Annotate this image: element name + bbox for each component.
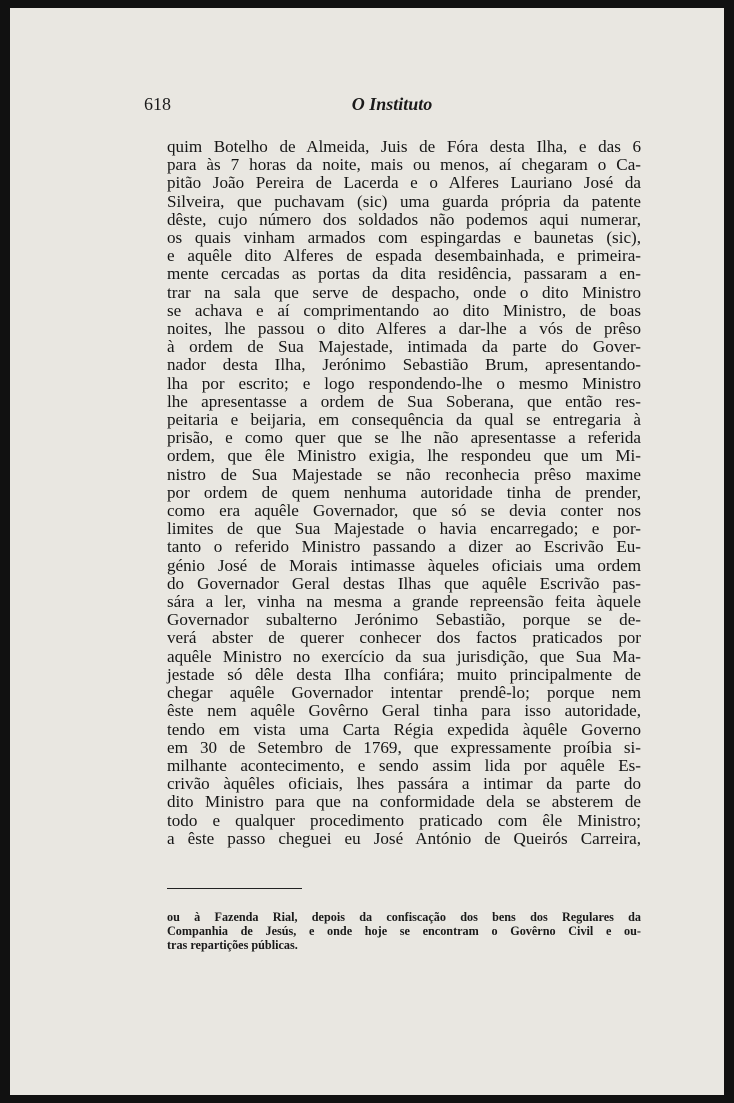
body-line: lha por escrito; e logo respondendo-lhe o mesmo Ministro bbox=[167, 373, 641, 393]
body-line: verá abster de querer conhecer dos factos praticados por bbox=[167, 628, 641, 648]
footnote-line: ou à Fazenda Rial, depois da confiscação dos bens dos Regulares da bbox=[167, 910, 641, 924]
running-title: O Instituto bbox=[351, 94, 433, 114]
body-line: tendo em vista uma Carta Régia expedida àquêle Governo bbox=[167, 719, 641, 739]
body-line: Governador subalterno Jerónimo Sebastião, porque se de- bbox=[167, 610, 641, 630]
footnote-line: Companhia de Jesús, e onde hoje se encontram o Govêrno Civil e ou- bbox=[167, 924, 641, 938]
body-line: e aquêle dito Alferes de espada desembainhada, e primeira- bbox=[167, 246, 641, 266]
body-line: trar na sala que serve de despacho, onde o dito Ministro bbox=[167, 282, 641, 302]
body-line: milhante acontecimento, e sendo assim lida por aquêle Es- bbox=[167, 755, 641, 775]
body-line: sára a ler, vinha na mesma a grande repreensão feita àquele bbox=[167, 592, 641, 612]
page-header bbox=[144, 94, 640, 122]
body-line: se achava e aí comprimentando ao dito Ministro, de boas bbox=[167, 300, 641, 320]
body-line: à ordem de Sua Majestade, intimada da parte do Gover- bbox=[167, 337, 641, 357]
body-line: mente cercadas as portas da dita residência, passaram a en- bbox=[167, 264, 641, 284]
page-number: 618 bbox=[144, 94, 171, 114]
body-line: a êste passo cheguei eu José António de Queirós Carreira, bbox=[167, 828, 641, 848]
body-line: crivão àquêles oficiais, lhes passára a intimar da parte do bbox=[167, 774, 641, 794]
body-line: os quais vinham armados com espingardas e baunetas (sic), bbox=[167, 228, 641, 248]
book-page bbox=[10, 8, 724, 1095]
footnote-rule bbox=[167, 888, 302, 889]
body-line: prisão, e como quer que se lhe não apresentasse a referida bbox=[167, 428, 641, 448]
body-line: dêste, cujo número dos soldados não podemos aqui numerar, bbox=[167, 209, 641, 229]
body-line: dito Ministro para que na conformidade dela se absterem de bbox=[167, 792, 641, 812]
body-line: nador desta Ilha, Jerónimo Sebastião Brum, apresentando- bbox=[167, 355, 641, 375]
body-line: em 30 de Setembro de 1769, que expressamente proíbia si- bbox=[167, 737, 641, 757]
body-line: tanto o referido Ministro passando a dizer ao Escrivão Eu- bbox=[167, 537, 641, 557]
body-line: nistro de Sua Majestade se não reconhecia prêso maxime bbox=[167, 464, 641, 484]
body-line: jestade só dêle desta Ilha confiára; muito principalmente de bbox=[167, 664, 641, 684]
body-line: lhe apresentasse a ordem de Sua Soberana, que então res- bbox=[167, 391, 641, 411]
body-line: chegar aquêle Governador intentar prendê-lo; porque nem bbox=[167, 683, 641, 703]
body-line: todo e qualquer procedimento praticado com êle Ministro; bbox=[167, 810, 641, 830]
body-line: aquêle Ministro no exercício da sua jurisdição, que Sua Ma- bbox=[167, 646, 641, 666]
body-line: ordem, que êle Ministro exigia, lhe respondeu que um Mi- bbox=[167, 446, 641, 466]
body-line: peitaria e beijaria, em consequência da qual se entregaria à bbox=[167, 410, 641, 430]
body-line: pitão João Pereira de Lacerda e o Alferes Lauriano José da bbox=[167, 173, 641, 193]
body-line: génio José de Morais intimasse àqueles oficiais uma ordem bbox=[167, 555, 641, 575]
body-text bbox=[167, 138, 641, 848]
footnote-line: tras repartições públicas. bbox=[167, 938, 298, 952]
body-line: por ordem de quem nenhuma autoridade tinha de prender, bbox=[167, 482, 641, 502]
body-line: do Governador Geral destas Ilhas que aquêle Escrivão pas- bbox=[167, 573, 641, 593]
footnote bbox=[167, 910, 641, 952]
body-line: quim Botelho de Almeida, Juis de Fóra desta Ilha, e das 6 bbox=[167, 137, 641, 156]
body-line: para às 7 horas da noite, mais ou menos, aí chegaram o Ca- bbox=[167, 155, 641, 175]
body-line: êste nem aquêle Govêrno Geral tinha para isso autoridade, bbox=[167, 701, 641, 721]
body-line: limites de que Sua Majestade o havia encarregado; e por- bbox=[167, 519, 641, 539]
body-line: Silveira, que puchavam (sic) uma guarda própria da patente bbox=[167, 191, 641, 211]
body-line: noites, lhe passou o dito Alferes a dar-lhe a vós de prêso bbox=[167, 319, 641, 339]
body-line: como era aquêle Governador, que só se devia conter nos bbox=[167, 501, 641, 521]
